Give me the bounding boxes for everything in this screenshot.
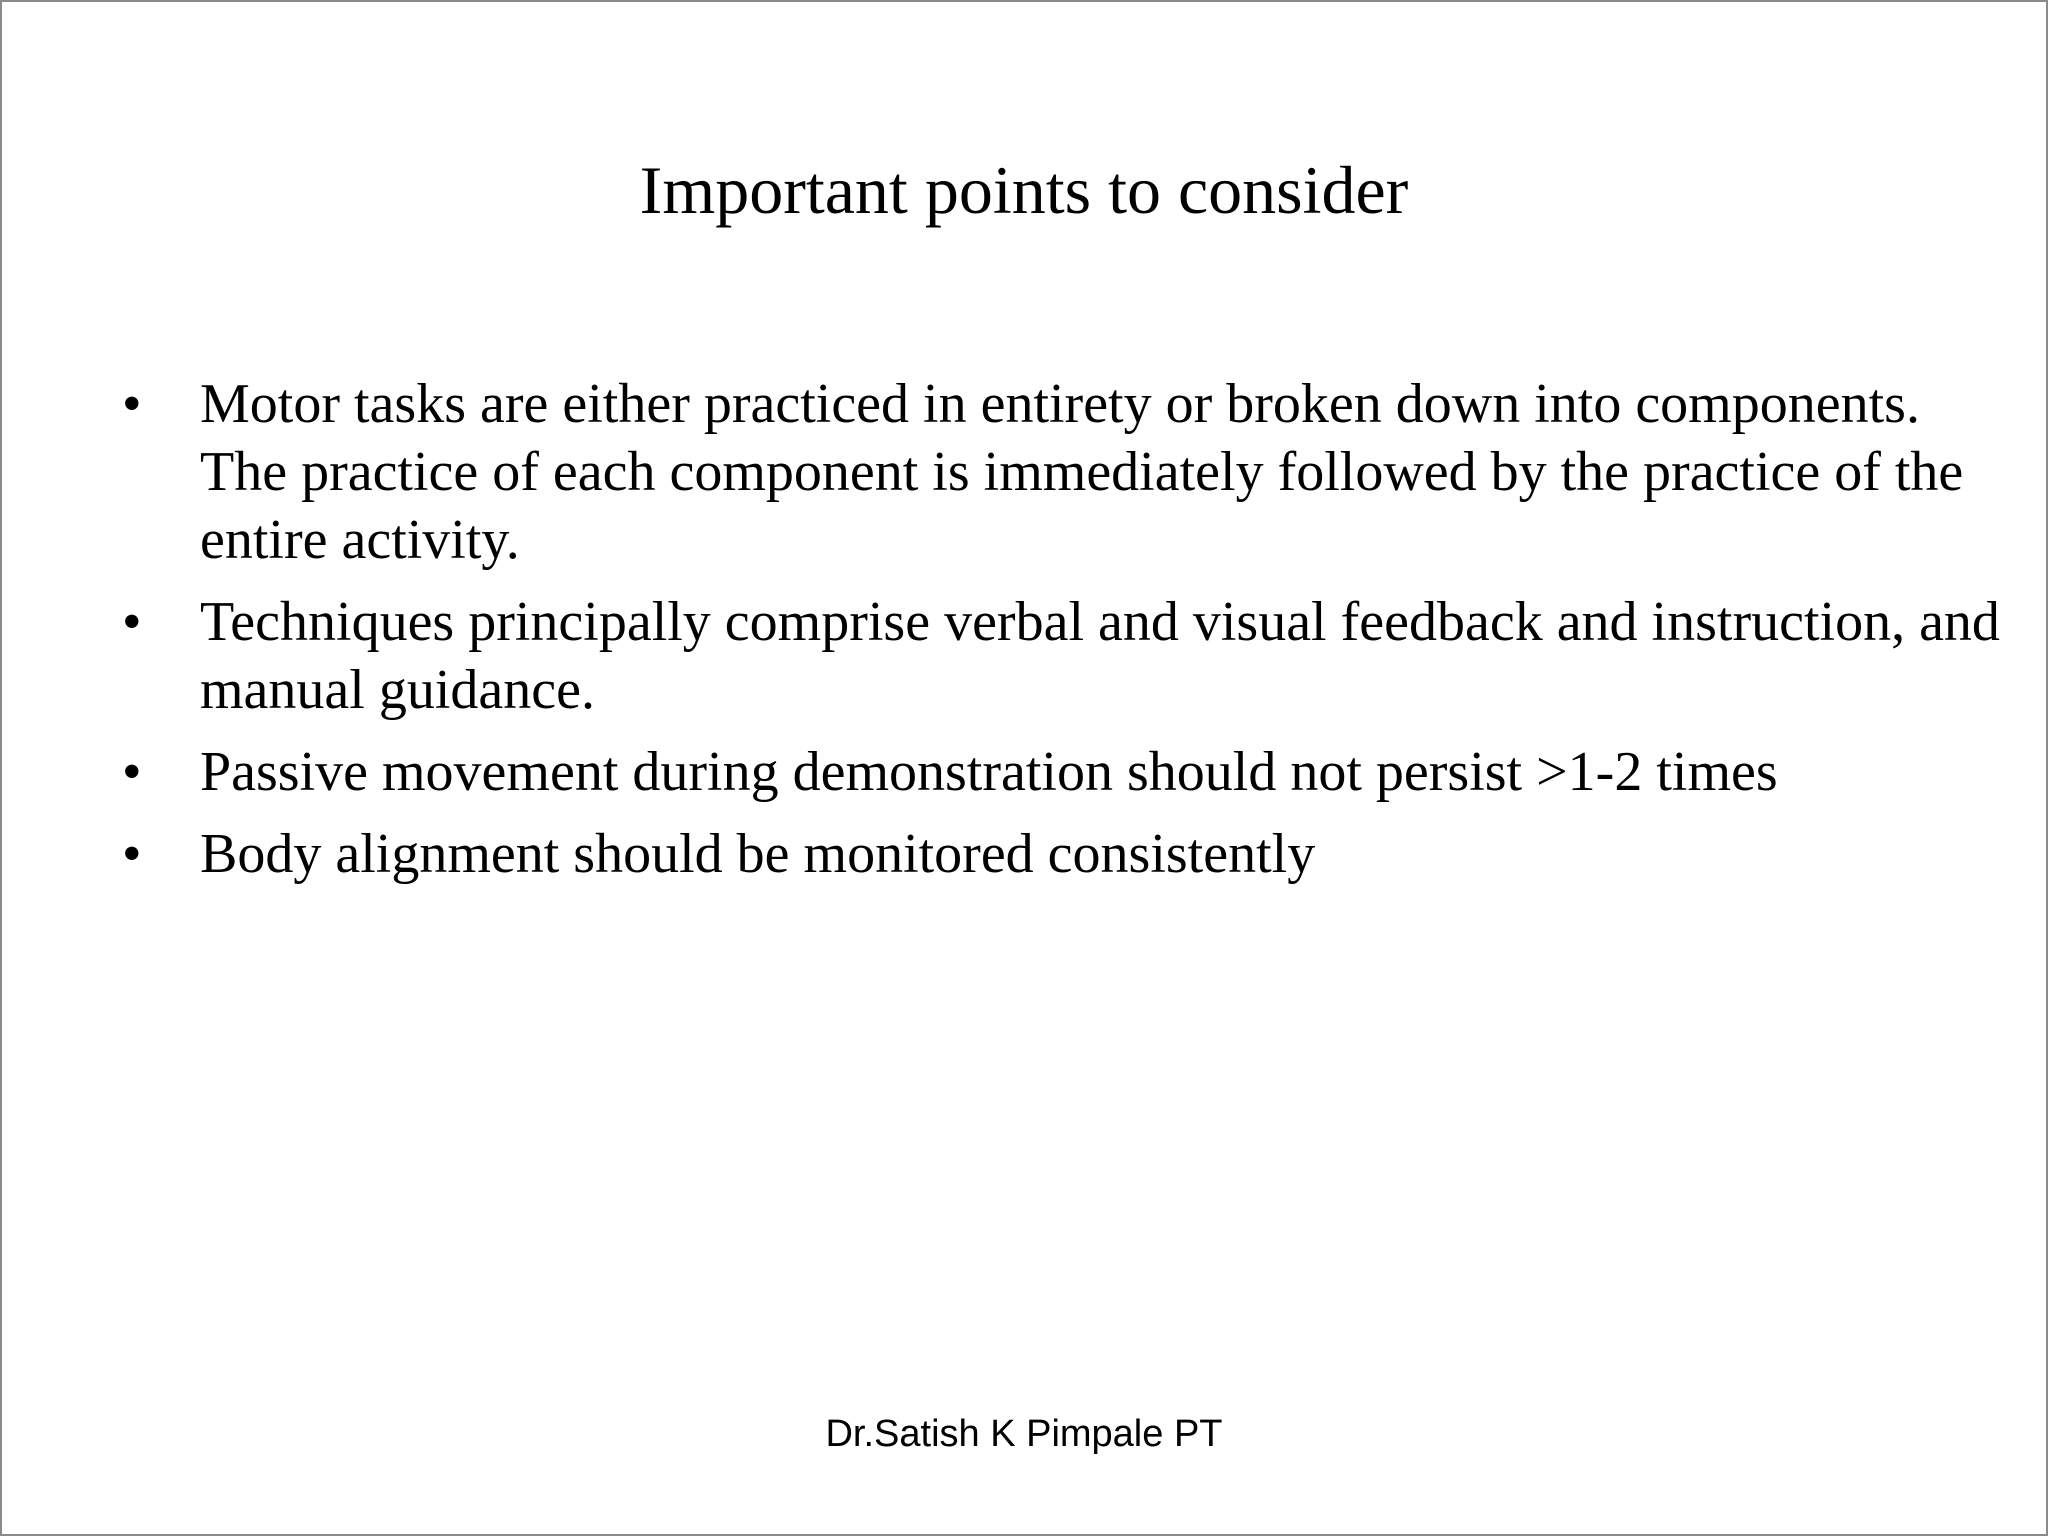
bullet-item-2 [2,588,2046,724]
bullet-text: Techniques principally comprise verbal and visual feedback and instruction, and manual guidance. [200,591,2000,721]
bullet-item-4 [2,820,2046,888]
bullet-icon: • [122,373,142,435]
bullet-icon: • [122,823,142,885]
bullet-icon: • [122,741,142,803]
bullet-text: Motor tasks are either practiced in entirety or broken down into components. The practice of each component is immediately followed by the practice of the entire activity. [200,373,1964,571]
bullet-text: Passive movement during demonstration should not persist >1-2 times [200,741,1778,803]
slide-footer-author: Dr.Satish K Pimpale PT [825,1413,1223,1455]
bullet-icon: • [122,591,142,653]
bullet-list [2,370,2046,902]
bullet-item-1 [2,370,2046,574]
slide-title: Important points to consider [639,152,1409,228]
bullet-item-3 [2,738,2046,806]
bullet-text: Body alignment should be monitored consistently [200,823,1316,885]
